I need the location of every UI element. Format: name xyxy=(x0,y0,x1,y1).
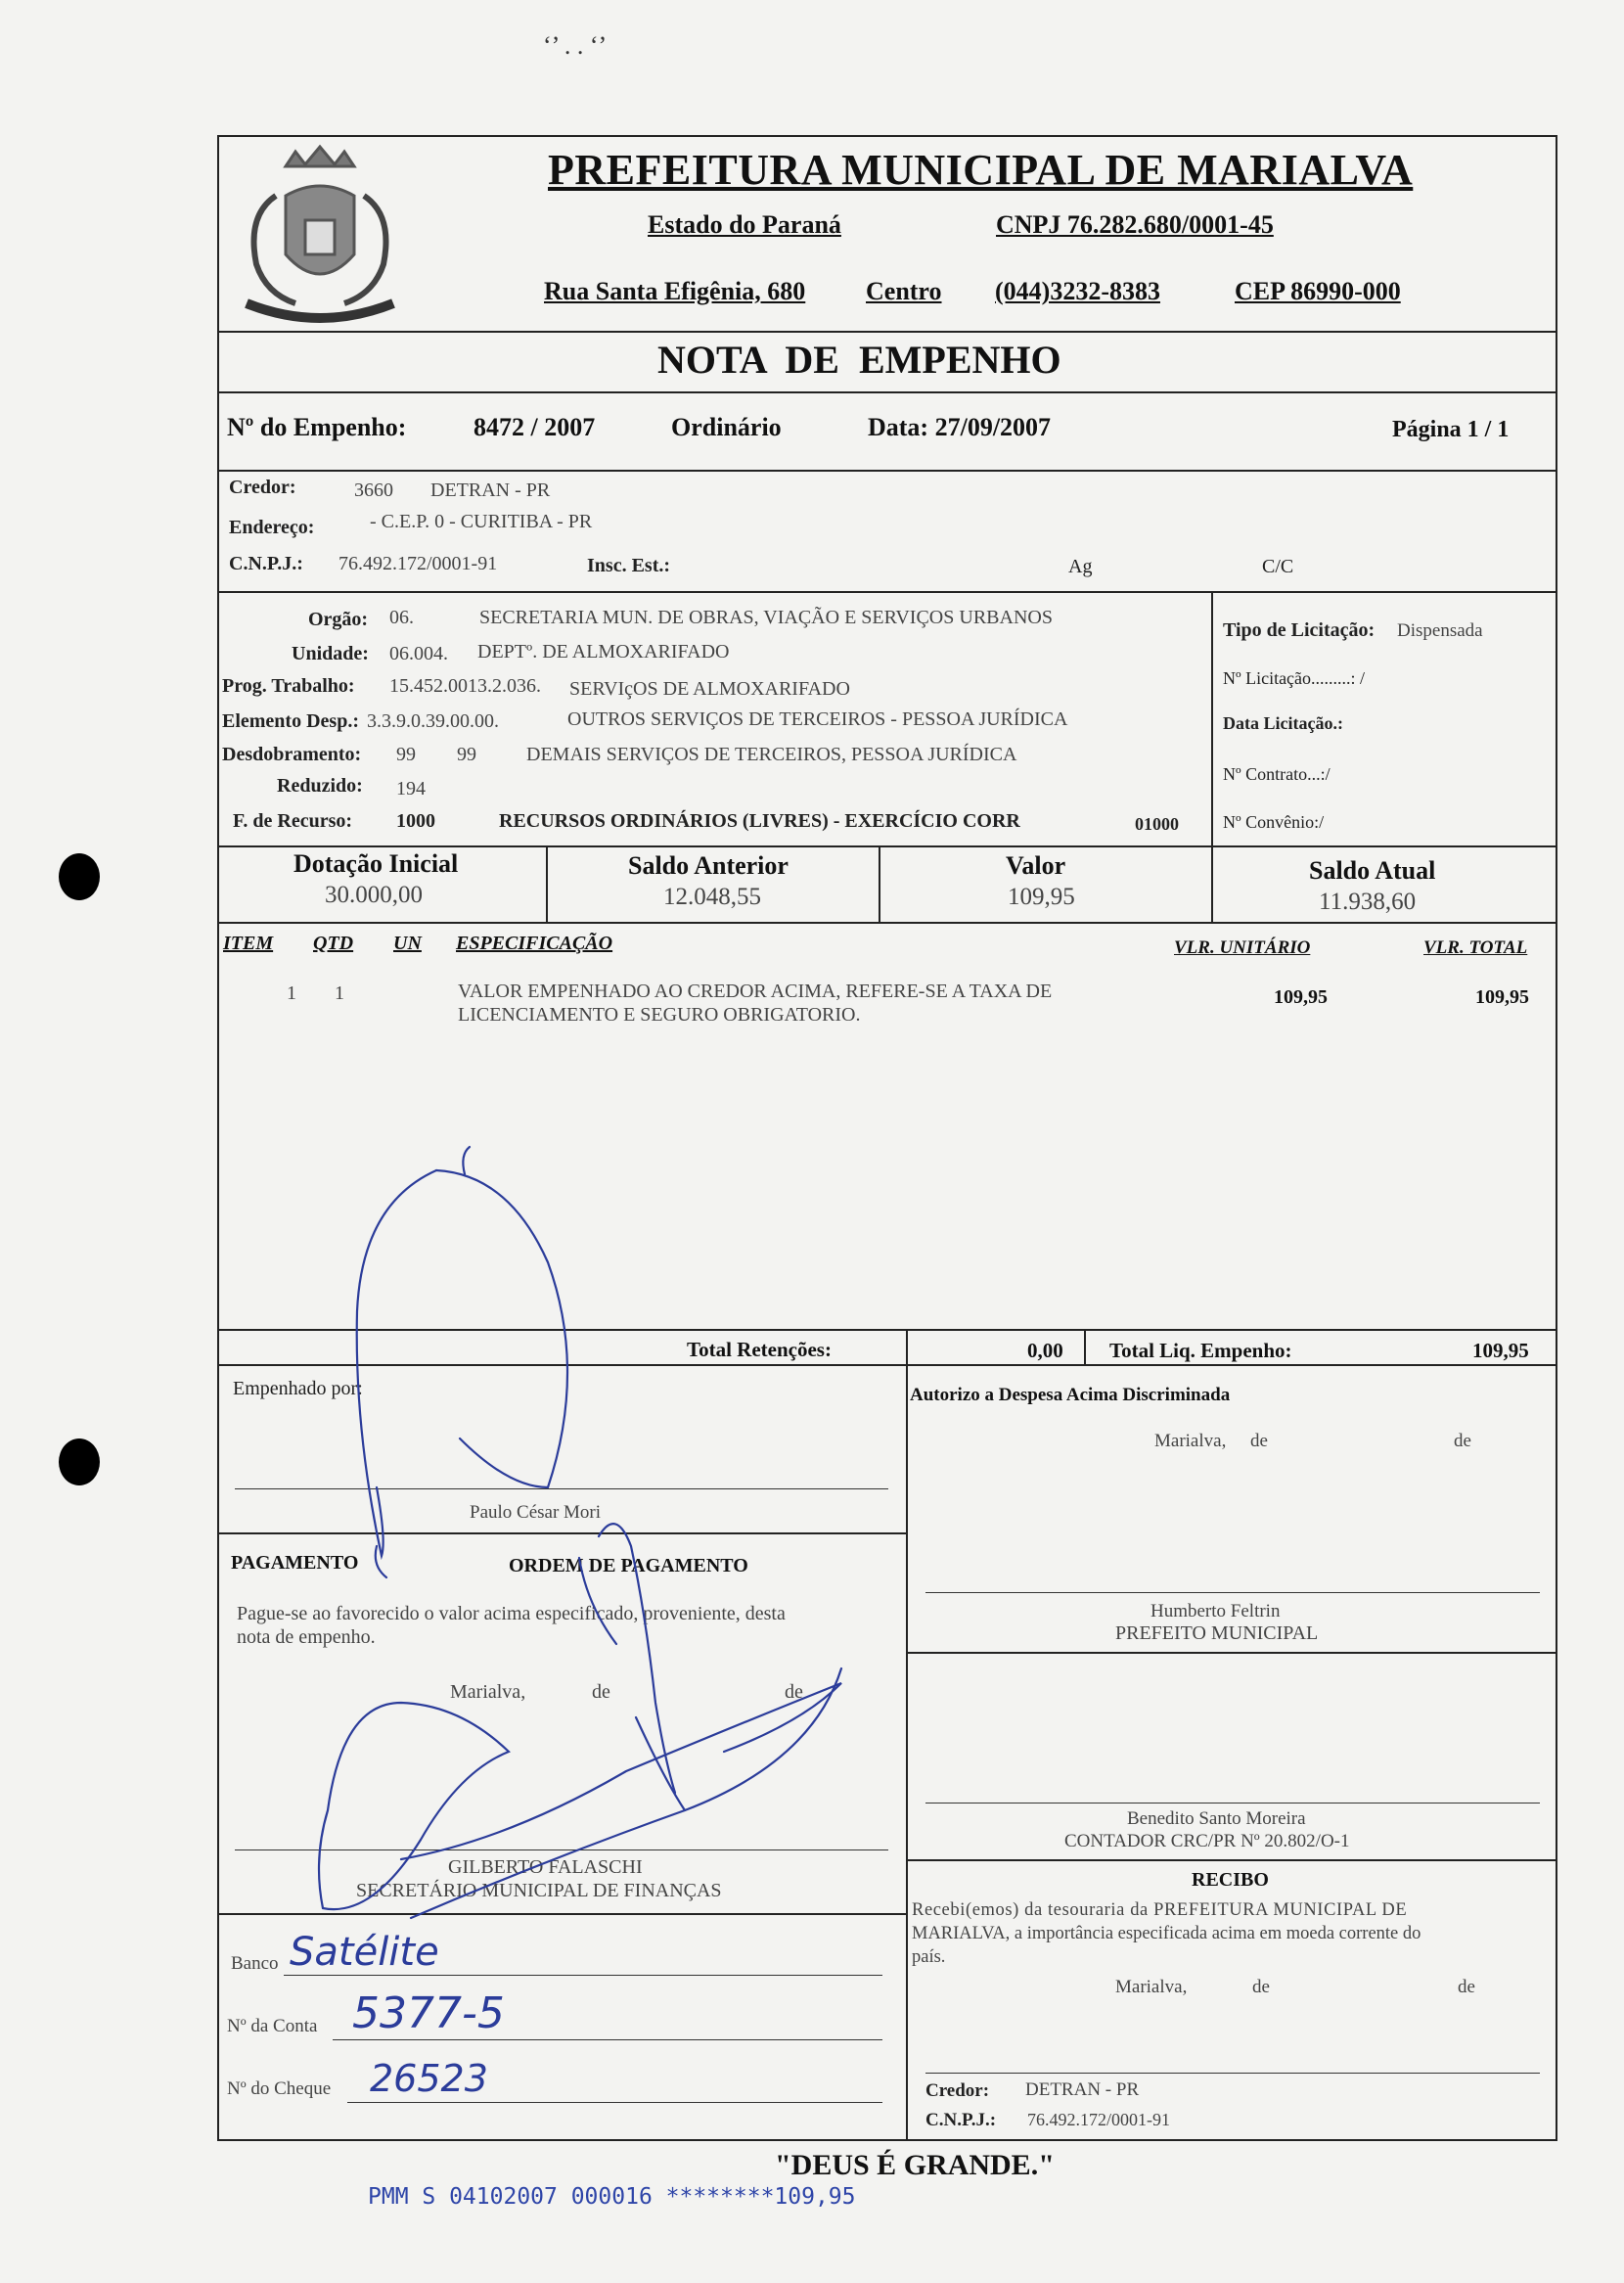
mayor-name: Humberto Feltrin xyxy=(1150,1601,1281,1621)
recibo-text-line3: país. xyxy=(912,1947,946,1967)
recurso-label: F. de Recurso: xyxy=(233,810,353,832)
cheque-label: Nº do Cheque xyxy=(227,2078,332,2099)
empenho-date: Data: 27/09/2007 xyxy=(868,413,1052,441)
unidade-code: 06.004. xyxy=(389,643,448,664)
licitacao-convenio: Nº Convênio:/ xyxy=(1223,812,1325,832)
document-title: NOTA DE EMPENHO xyxy=(657,338,1061,382)
licitacao-contrato: Nº Contrato...:/ xyxy=(1223,764,1331,784)
desdobramento-label: Desdobramento: xyxy=(222,744,362,765)
autorizo-de-1: de xyxy=(1250,1431,1268,1451)
recibo-cnpj-label: C.N.P.J.: xyxy=(925,2110,997,2130)
top-marks: ‘’ . . ‘’ xyxy=(543,31,608,60)
dotacao-label: Dotação Inicial xyxy=(293,849,459,878)
recibo-credor-value: DETRAN - PR xyxy=(1025,2079,1140,2100)
licitacao-tipo: Dispensada xyxy=(1397,620,1483,641)
empenho-type: Ordinário xyxy=(671,413,782,441)
cheque-value: 26523 xyxy=(370,2057,488,2100)
unidade-name: DEPTº. DE ALMOXARIFADO xyxy=(477,641,730,662)
mayor-title: PREFEITO MUNICIPAL xyxy=(1115,1622,1319,1644)
recurso-name: RECURSOS ORDINÁRIOS (LIVRES) - EXERCÍCIO CORR xyxy=(499,810,1020,832)
item-unit-value: 109,95 xyxy=(1274,986,1328,1008)
recibo-text-line1: Recebi(emos) da tesouraria da PREFEITURA MUNICIPAL DE xyxy=(912,1900,1408,1920)
valor-value: 109,95 xyxy=(1008,884,1075,910)
banco-value: Satélite xyxy=(290,1930,439,1975)
credor-name: DETRAN - PR xyxy=(430,479,551,501)
unidade-label: Unidade: xyxy=(292,643,369,664)
reduzido-value: 194 xyxy=(396,778,426,799)
ordem-pagamento-label: ORDEM DE PAGAMENTO xyxy=(509,1555,748,1576)
autorizo-label: Autorizo a Despesa Acima Discriminada xyxy=(910,1385,1231,1405)
saldo-atual-label: Saldo Atual xyxy=(1309,856,1436,885)
credor-ag-label: Ag xyxy=(1068,556,1093,577)
total-liquido-label: Total Liq. Empenho: xyxy=(1109,1339,1292,1362)
prog-label: Prog. Trabalho: xyxy=(222,675,355,697)
accountant-name: Benedito Santo Moreira xyxy=(1127,1808,1306,1829)
recibo-de-2: de xyxy=(1458,1977,1475,1997)
licitacao-tipo-label: Tipo de Licitação: xyxy=(1223,619,1376,641)
secretary-name: GILBERTO FALASCHI xyxy=(448,1856,643,1878)
saldo-atual-value: 11.938,60 xyxy=(1319,889,1417,915)
credor-address: - C.E.P. 0 - CURITIBA - PR xyxy=(370,511,593,532)
credor-code: 3660 xyxy=(354,479,393,501)
credor-cnpj: 76.492.172/0001-91 xyxy=(338,553,498,574)
pagamento-text-line2: nota de empenho. xyxy=(237,1626,376,1648)
credor-address-label: Endereço: xyxy=(229,517,315,538)
secretary-title: SECRETÁRIO MUNICIPAL DE FINANÇAS xyxy=(356,1880,722,1901)
pagamento-label: PAGAMENTO xyxy=(231,1552,359,1574)
licitacao-data: Data Licitação.: xyxy=(1223,713,1343,733)
recibo-city: Marialva, xyxy=(1115,1977,1188,1997)
items-header-item: ITEM xyxy=(223,933,274,954)
accountant-title: CONTADOR CRC/PR Nº 20.802/O-1 xyxy=(1064,1831,1350,1851)
credor-cc-label: C/C xyxy=(1262,556,1294,577)
saldo-anterior-value: 12.048,55 xyxy=(663,884,761,910)
orgao-label: Orgão: xyxy=(308,609,369,630)
licitacao-numero: Nº Licitação.........: / xyxy=(1223,668,1366,688)
items-header-qtd: QTD xyxy=(313,933,354,954)
pagamento-city: Marialva, xyxy=(450,1681,526,1703)
recibo-text-line2: MARIALVA, a importância especificada acima em moeda corrente do xyxy=(912,1924,1421,1943)
items-header-unit: VLR. UNITÁRIO xyxy=(1174,937,1311,958)
total-retencoes-label: Total Retenções: xyxy=(687,1338,832,1361)
empenhado-label: Empenhado por: xyxy=(233,1378,363,1399)
header-district: Centro xyxy=(866,277,942,305)
empenho-number: 8472 / 2007 xyxy=(474,413,596,441)
elemento-name: OUTROS SERVIÇOS DE TERCEIROS - PESSOA JURÍDICA xyxy=(567,708,1068,730)
items-header-spec: ESPECIFICAÇÃO xyxy=(456,933,613,954)
credor-insc-label: Insc. Est.: xyxy=(587,555,671,576)
conta-value: 5377-5 xyxy=(352,1988,505,2038)
desdobramento-name: DEMAIS SERVIÇOS DE TERCEIROS, PESSOA JURÍDICA xyxy=(526,744,1017,765)
pagamento-de-1: de xyxy=(592,1681,610,1703)
footer-motto: "DEUS É GRANDE." xyxy=(775,2149,1055,2181)
credor-label: Credor: xyxy=(229,477,296,498)
recibo-de-1: de xyxy=(1252,1977,1270,1997)
items-header-un: UN xyxy=(393,933,422,954)
reduzido-label: Reduzido: xyxy=(277,775,363,797)
item-spec-line1: VALOR EMPENHADO AO CREDOR ACIMA, REFERE-SE A TAXA DE xyxy=(458,981,1053,1002)
header-title: PREFEITURA MUNICIPAL DE MARIALVA xyxy=(548,146,1414,194)
item-qtd: 1 xyxy=(335,982,344,1004)
prog-name: SERVIçOS DE ALMOXARIFADO xyxy=(569,678,850,700)
header-cnpj: CNPJ 76.282.680/0001-45 xyxy=(996,210,1274,239)
orgao-name: SECRETARIA MUN. DE OBRAS, VIAÇÃO E SERVIÇOS URBANOS xyxy=(479,607,1053,628)
prog-code: 15.452.0013.2.036. xyxy=(389,675,541,697)
desdobramento-code-1: 99 xyxy=(396,744,416,765)
item-number: 1 xyxy=(287,982,296,1004)
desdobramento-code-2: 99 xyxy=(457,744,476,765)
items-header-total: VLR. TOTAL xyxy=(1423,937,1528,958)
header-state: Estado do Paraná xyxy=(648,210,841,239)
orgao-code: 06. xyxy=(389,607,414,628)
empenho-page: Página 1 / 1 xyxy=(1392,417,1510,442)
recibo-title: RECIBO xyxy=(1192,1869,1269,1891)
empenhado-name: Paulo César Mori xyxy=(470,1502,602,1523)
pagamento-text-line1: Pague-se ao favorecido o valor acima especificado, proveniente, desta xyxy=(237,1603,786,1624)
recurso-code: 1000 xyxy=(396,810,435,832)
elemento-code: 3.3.9.0.39.00.00. xyxy=(367,710,499,732)
item-total-value: 109,95 xyxy=(1475,986,1529,1008)
header-cep: CEP 86990-000 xyxy=(1235,277,1401,305)
conta-label: Nº da Conta xyxy=(227,2016,318,2036)
autorizo-city: Marialva, xyxy=(1154,1431,1227,1451)
recurso-extra: 01000 xyxy=(1135,814,1179,834)
autorizo-de-2: de xyxy=(1454,1431,1471,1451)
dotacao-value: 30.000,00 xyxy=(325,882,423,908)
elemento-label: Elemento Desp.: xyxy=(222,710,359,732)
pagamento-de-2: de xyxy=(785,1681,803,1703)
header-phone: (044)3232-8383 xyxy=(995,277,1160,305)
recibo-credor-label: Credor: xyxy=(925,2080,990,2101)
header-address: Rua Santa Efigênia, 680 xyxy=(544,277,806,305)
recibo-cnpj-value: 76.492.172/0001-91 xyxy=(1027,2110,1170,2129)
total-retencoes-value: 0,00 xyxy=(1027,1339,1063,1362)
footer-stamp: PMM S 04102007 000016 ********109,95 xyxy=(368,2184,856,2210)
empenho-label: Nº do Empenho: xyxy=(227,413,407,441)
total-liquido-value: 109,95 xyxy=(1472,1339,1529,1362)
credor-cnpj-label: C.N.P.J.: xyxy=(229,553,303,574)
saldo-anterior-label: Saldo Anterior xyxy=(628,851,789,880)
banco-label: Banco xyxy=(231,1953,279,1974)
valor-label: Valor xyxy=(1006,851,1066,880)
item-spec-line2: LICENCIAMENTO E SEGURO OBRIGATORIO. xyxy=(458,1004,861,1026)
